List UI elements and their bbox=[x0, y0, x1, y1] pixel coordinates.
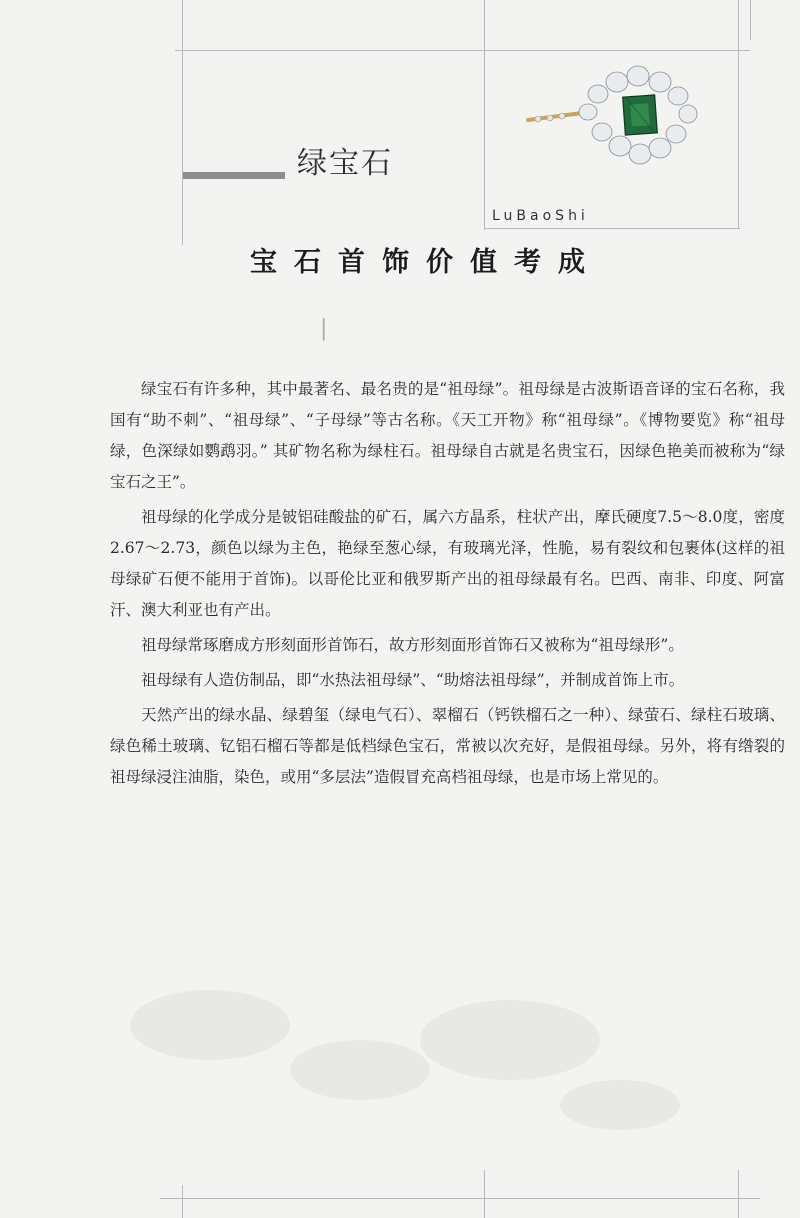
frame-line-under-pinyin bbox=[484, 228, 740, 229]
paragraph: 祖母绿有人造仿制品，即“水热法祖母绿”、“助熔法祖母绿”，并制成首饰上市。 bbox=[141, 671, 685, 689]
scan-mark-icon: | bbox=[320, 316, 328, 341]
emerald-brooch-image bbox=[520, 62, 720, 172]
title-accent-bar bbox=[183, 172, 285, 179]
scan-smudge bbox=[290, 1040, 430, 1100]
frame-line-top bbox=[175, 50, 750, 51]
scan-smudge bbox=[560, 1080, 680, 1130]
paragraph: 天然产出的绿水晶、绿碧玺（绿电气石）、翠榴石（钙铁榴石之一种）、绿萤石、绿柱石玻璃、绿色稀土玻璃、钇铝石榴石等都是低档绿色宝石，常被以次充好，是假祖母绿。另外，将有绺裂的祖母绿浸注油脂，染色，或用“多层法”造假冒充高档祖母绿，也是市场上常见的。 bbox=[110, 706, 785, 786]
frame-line-bottom bbox=[160, 1198, 760, 1199]
scan-smudge bbox=[420, 1000, 600, 1080]
article-body bbox=[110, 374, 785, 797]
frame-line-mid bbox=[484, 0, 485, 230]
frame-line-mid-bottom bbox=[484, 1170, 485, 1218]
frame-line-right bbox=[738, 0, 739, 228]
paragraph: 祖母绿的化学成分是铍铝硅酸盐的矿石，属六方晶系，柱状产出，摩氏硬度7.5～8.0度，密度 2.67～2.73，颜色以绿为主色，艳绿至葱心绿，有玻璃光泽，性脆，易有裂纹和包裹体(这样的祖母绿矿石便不能用于首饰)。以哥伦比亚和俄罗斯产出的祖母绿最有名。巴西、南非、印度、阿富汗、澳大利亚也有产出。 bbox=[110, 508, 785, 619]
frame-line-left-bottom bbox=[182, 1185, 183, 1218]
section-title-pinyin: LuBaoShi bbox=[492, 208, 589, 224]
paragraph: 绿宝石有许多种，其中最著名、最名贵的是“祖母绿”。祖母绿是古波斯语音译的宝石名称，我国有“助不刺”、“祖母绿”、“子母绿”等古名称。《天工开物》称“祖母绿”。《博物要览》称“祖母绿，色深绿如鹦鹉羽。” 其矿物名称为绿柱石。祖母绿自古就是名贵宝石，因绿色艳美而被称为“绿宝石之王”。 bbox=[110, 380, 785, 491]
scan-smudge bbox=[130, 990, 290, 1060]
main-heading: 宝石首饰价值考成 bbox=[250, 247, 602, 278]
frame-line-right-bottom bbox=[738, 1170, 739, 1218]
frame-line-right-outer bbox=[750, 0, 751, 40]
section-title: 绿宝石 bbox=[297, 146, 393, 181]
frame-line-left bbox=[182, 0, 183, 245]
paragraph: 祖母绿常琢磨成方形刻面形首饰石，故方形刻面形首饰石又被称为“祖母绿形”。 bbox=[141, 636, 684, 654]
